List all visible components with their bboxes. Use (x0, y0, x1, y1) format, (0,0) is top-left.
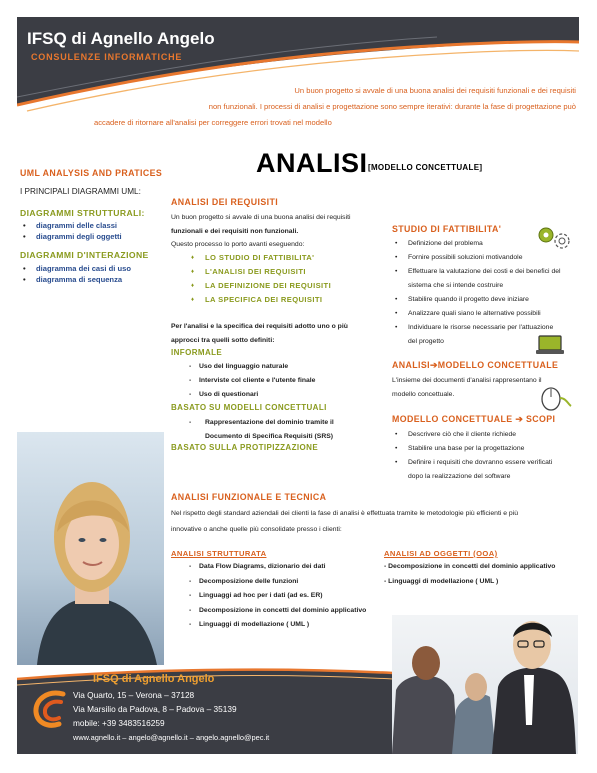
intro-line: accadere di ritornare all'analisi per correggere errori trovati nel modello (94, 118, 332, 127)
basato-item-text: Rappresentazione del dominio tramite il (205, 419, 334, 426)
list-item-text: Fornire possibili soluzioni motivandole (408, 254, 523, 261)
company-subtitle: CONSULENZE INFORMATICHE (31, 52, 183, 62)
basato-line: Documento di Specifica Requisiti (SRS) (205, 432, 334, 440)
list-item: - Linguaggi di modellazione ( UML ) (171, 618, 366, 633)
uml-heading: UML ANALYSIS AND PRATICES (20, 168, 163, 178)
spec-text (171, 320, 381, 347)
page-subtitle: [MODELLO CONCETTUALE] (368, 163, 483, 172)
funzionale-line: innovative o anche quelle più consolidate presso i clienti: (171, 526, 342, 533)
dash-mark: - (189, 419, 192, 426)
list-item (392, 251, 577, 265)
informale-list (171, 360, 315, 402)
list-item (392, 237, 577, 251)
list-item: - Uso del linguaggio naturale (171, 360, 315, 374)
footer-contacts[interactable]: www.agnello.it – angelo@agnello.it – angelo.agnello@pec.it (73, 733, 270, 742)
list-item: - Interviste col cliente e l'utente finale (171, 374, 315, 388)
list-item (392, 442, 577, 456)
list-item: - Data Flow Diagrams, dizionario dei dati (171, 560, 366, 575)
list-item: • diagrammi degli oggetti (20, 231, 122, 242)
funzionale-heading: ANALISI FUNZIONALE E TECNICA (171, 492, 327, 502)
footer-address-1: Via Quarto, 15 – Verona – 37128 (73, 690, 195, 700)
requisiti-heading: ANALISI DEI REQUISITI (171, 197, 279, 207)
intro-line: non funzionali. I processi di analisi e progettazione sono sempre iterativi: durante la fase di progettazione può (208, 102, 576, 111)
informale-heading: INFORMALE (171, 348, 223, 357)
list-item-text: dopo la realizzazione del software (408, 473, 511, 480)
uml-intro: I PRINCIPALI DIAGRAMMI UML: (20, 187, 141, 196)
proto-heading: BASATO SULLA PROTIPIZZAZIONE (171, 443, 319, 452)
requisiti-steps (171, 251, 331, 307)
step-item: ♦ LO STUDIO DI FATTIBILITA' (171, 251, 331, 265)
modello-line: modello concettuale. (392, 390, 455, 398)
list-item: - Decomposizione delle funzioni (171, 575, 366, 590)
funzionale-text (171, 506, 576, 538)
company-logo-icon (33, 688, 69, 728)
page-title: ANALISI (256, 148, 368, 178)
scopi-heading: MODELLO CONCETTUALE ➔ SCOPI (392, 414, 556, 424)
requisiti-line: Questo processo lo porto avanti eseguendo: (171, 241, 305, 248)
list-item (392, 307, 577, 321)
interaction-heading: DIAGRAMMI D'INTERAZIONE (20, 250, 149, 260)
team-photo (392, 615, 578, 754)
footer-mobile: mobile: +39 3483516259 (73, 718, 165, 728)
oggetti-list (384, 560, 555, 589)
modello-line: L'insieme dei documenti d'analisi rappresentano il (392, 377, 542, 384)
list-item-text: Definizione del problema (408, 240, 483, 247)
woman-illustration (17, 432, 164, 665)
portrait-photo (17, 432, 164, 665)
structural-list (20, 220, 122, 242)
mouse-icon (536, 386, 572, 412)
basato-text (171, 416, 381, 443)
requisiti-text (171, 211, 381, 252)
intro-text (88, 83, 576, 131)
intro-line: Un buon progetto si avvale di una buona analisi dei requisiti funzionali e dei requisiti (294, 86, 576, 95)
list-item: - Linguaggi ad hoc per i dati (ad es. ER) (171, 589, 366, 604)
list-item-text: del progetto (408, 338, 444, 345)
spec-line: approcci tra quelli sotto definiti: (171, 336, 275, 344)
spec-line: Per l'analisi e la specifica dei requisiti adotto uno o più (171, 323, 348, 330)
footer-title: IFSQ di Agnello Angelo (93, 673, 215, 685)
step-item: ♦ LA DEFINIZIONE DEI REQUISITI (171, 279, 331, 293)
list-item: - Decomposizione in concetti del dominio applicativo (171, 604, 366, 619)
strutturata-list (171, 560, 366, 633)
modello-heading: ANALISI➔MODELLO CONCETTUALE (392, 360, 559, 370)
fattibilita-list (392, 237, 577, 349)
list-item-text: Individuare le risorse necessarie per l'attuazione (408, 324, 554, 331)
list-item: • diagramma di sequenza (20, 274, 131, 285)
laptop-icon (536, 334, 564, 356)
list-item: - Linguaggi di modellazione ( UML ) (384, 577, 499, 585)
list-item-text: Effettuare la valutazione dei costi e dei benefici del (408, 268, 561, 275)
footer-address-2: Via Marsilio da Padova, 8 – Padova – 35139 (73, 704, 237, 714)
requisiti-line: funzionali e dei requisiti non funzionali. (171, 227, 299, 235)
list-item: • diagramma dei casi di uso (20, 263, 131, 274)
list-item-text: Definire i requisiti che dovranno essere verificati (408, 459, 553, 466)
requisiti-line: Un buon progetto si avvale di una buona analisi dei requisiti (171, 214, 351, 221)
interaction-list (20, 263, 131, 285)
structural-heading: DIAGRAMMI STRUTTURALI: (20, 208, 145, 218)
step-item: ♦ L'ANALISI DEI REQUISITI (171, 265, 331, 279)
list-item (392, 265, 577, 293)
business-people-illustration (392, 615, 578, 754)
list-item (392, 456, 577, 484)
list-item: - Decomposizione in concetti del dominio applicativo (384, 563, 556, 570)
list-item (392, 428, 577, 442)
oggetti-heading: ANALISI AD OGGETTI (OOA) (384, 549, 498, 558)
list-item-text: Stabilire quando il progetto deve iniziare (408, 296, 529, 303)
strutturata-heading: ANALISI STRUTTURATA (171, 549, 267, 558)
list-item-text: sistema che si intende costruire (408, 282, 504, 289)
fattibilita-heading: STUDIO DI FATTIBILITA' (392, 224, 502, 234)
list-item: • diagrammi delle classi (20, 220, 122, 231)
funzionale-line: Nel rispetto degli standard aziendali dei clienti la fase di analisi è effettuata tramite le metodologie più efficienti e più (171, 510, 518, 517)
list-item (392, 293, 577, 307)
basato-heading: BASATO SU MODELLI CONCETTUALI (171, 403, 327, 412)
basato-line (171, 416, 381, 430)
list-item-text: Stabilire una base per la progettazione (408, 445, 525, 452)
step-item: ♦ LA SPECIFICA DEI REQUISITI (171, 293, 331, 307)
list-item-text: Analizzare quali siano le alternative possibili (408, 310, 541, 317)
list-item-text: Descrivere ciò che il cliente richiede (408, 431, 517, 438)
scopi-list (392, 428, 577, 484)
list-item: - Uso di questionari (171, 388, 315, 402)
company-title: IFSQ di Agnello Angelo (27, 29, 215, 48)
